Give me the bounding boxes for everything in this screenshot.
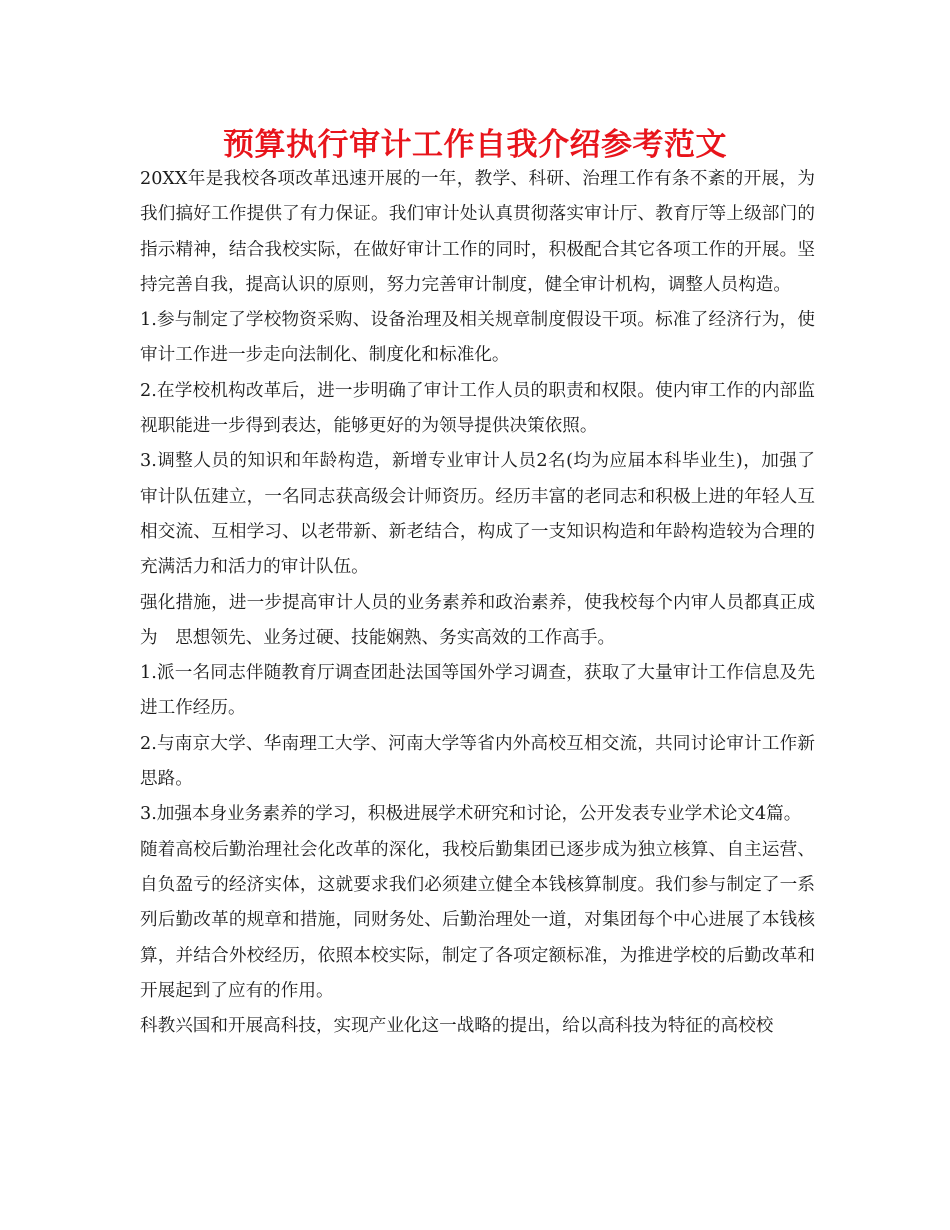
paragraph-measure-1: 1.派一名同志伴随教育厅调查团赴法国等国外学习调查，获取了大量审计工作信息及先进工作经历。 [140, 663, 815, 719]
paragraph-item-3: 3.调整人员的知识和年龄构造，新增专业审计人员2名(均为应届本科毕业生)，加强了审计队伍建立，一名同志获高级会计师资历。经历丰富的老同志和积极上进的年轻人互相交流、互相学习、以老带新、新老结合，构成了一支知识构造和年龄构造较为合理的充满活力和活力的审计队伍。 [140, 451, 815, 578]
paragraph-item-2: 2.在学校机构改革后，进一步明确了审计工作人员的职责和权限。使内审工作的内部监视职能进一步得到表达，能够更好的为领导提供决策依照。 [140, 380, 815, 437]
paragraph-intro: 20XX年是我校各项改革迅速开展的一年，教学、科研、治理工作有条不紊的开展，为我们搞好工作提供了有力保证。我们审计处认真贯彻落实审计厅、教育厅等上级部门的指示精神，结合我校实际，在做好审计工作的同时，积极配合其它各项工作的开展。坚持完善自我，提高认识的原则，努力完善审计制度，健全审计机构，调整人员构造。 [140, 169, 815, 295]
paragraph-measure-2: 2.与南京大学、华南理工大学、河南大学等省内外高校互相交流，共同讨论审计工作新思路。 [140, 733, 815, 790]
paragraph-measure-3: 3.加强本身业务素养的学习，积极进展学术研究和讨论，公开发表专业学术论文4篇。 [140, 804, 802, 825]
document-title: 预算执行审计工作自我介绍参考范文 [223, 127, 727, 163]
paragraph-item-1: 1.参与制定了学校物资采购、设备治理及相关规章制度假设干项。标准了经济行为，使审计工作进一步走向法制化、制度化和标准化。 [140, 310, 815, 366]
document-body [140, 162, 815, 1044]
paragraph-measures: 强化措施，进一步提高审计人员的业务素养和政治素养，使我校每个内审人员都真正成为 思想领先、业务过硬、技能娴熟、务实高效的工作高手。 [140, 592, 815, 648]
paragraph-strategy: 科教兴国和开展高科技，实现产业化这一战略的提出，给以高科技为特征的高校校 [140, 1016, 774, 1037]
paragraph-logistics: 随着高校后勤治理社会化改革的深化，我校后勤集团已逐步成为独立核算、自主运营、自负盈亏的经济实体，这就要求我们必须建立健全本钱核算制度。我们参与制定了一系列后勤改革的规章和措施，同财务处、后勤治理处一道，对集团每个中心进展了本钱核算，并结合外校经历，依照本校实际，制定了各项定额标准，为推进学校的后勤改革和开展起到了应有的作用。 [140, 839, 815, 1001]
